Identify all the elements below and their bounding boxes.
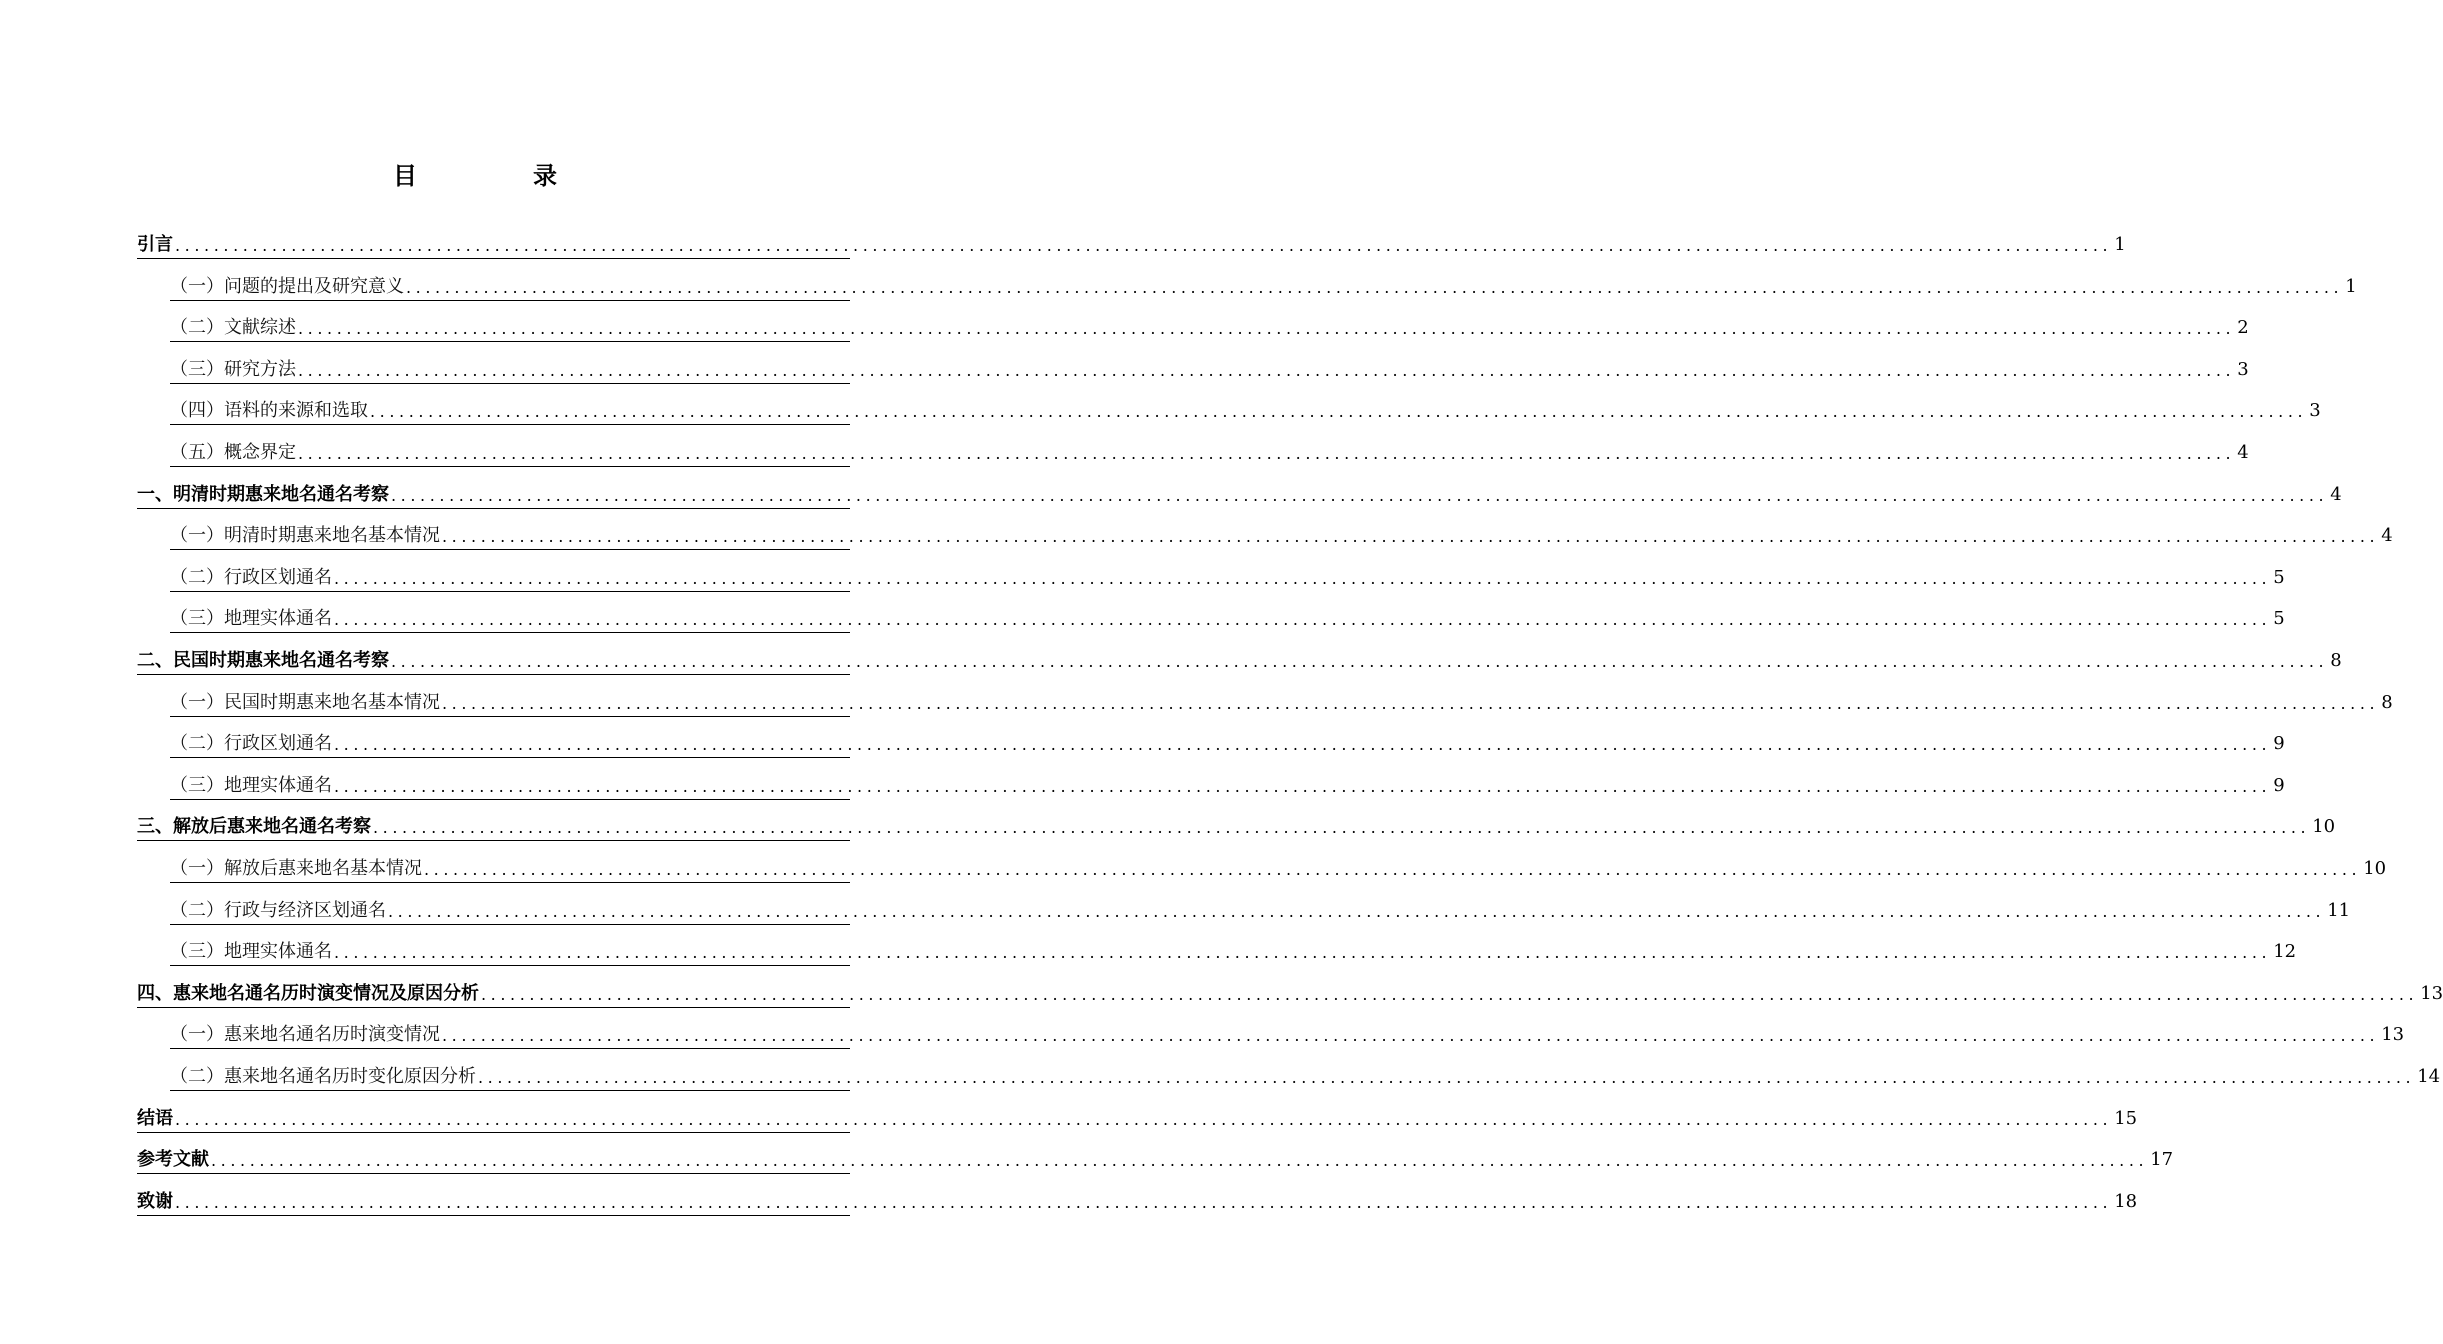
toc-page-number: 10 (2363, 858, 2387, 879)
toc-entry-label: （三）地理实体通名 (170, 608, 332, 630)
toc-entry-label: （二）惠来地名通名历时变化原因分析 (170, 1066, 476, 1087)
toc-dot-leader: ........................................................................................................................................................................................................ (391, 485, 2329, 505)
toc-page-number: 17 (2150, 1149, 2174, 1171)
toc-chapter-entry[interactable] (137, 808, 2336, 841)
toc-page-number: 13 (2420, 982, 2443, 1004)
toc-section-entry[interactable] (170, 1058, 2441, 1091)
toc-dot-leader: ........................................................................................................................................................................................................ (334, 568, 2272, 588)
toc-section-entry[interactable] (170, 559, 2285, 592)
toc-entry-label: （二）文献综述 (170, 317, 296, 339)
toc-section-entry[interactable] (170, 850, 2387, 883)
toc-page-number: 8 (2381, 691, 2393, 713)
toc-section-entry[interactable] (170, 684, 2393, 717)
toc-entry-label: （一）惠来地名通名历时演变情况 (170, 1024, 440, 1046)
toc-dot-leader: ........................................................................................................................................................................................................ (298, 444, 2236, 463)
toc-section-entry[interactable] (170, 309, 2249, 342)
toc-section-entry[interactable] (170, 392, 2321, 425)
toc-dot-leader: ........................................................................................................................................................................................................ (175, 236, 2113, 255)
toc-chapter-entry[interactable] (137, 975, 2443, 1008)
toc-page-number: 1 (2114, 234, 2126, 255)
toc-entry-label: 致谢 (137, 1190, 173, 1212)
toc-chapter-entry[interactable] (137, 642, 2342, 675)
toc-dot-leader: ........................................................................................................................................................................................................ (370, 402, 2308, 422)
toc-entry-label: （一）民国时期惠来地名基本情况 (170, 691, 440, 713)
toc-section-entry[interactable] (170, 1016, 2405, 1049)
toc-dot-leader: ........................................................................................................................................................................................................ (373, 818, 2311, 838)
toc-entry-label: （一）问题的提出及研究意义 (170, 275, 404, 297)
toc-page-number: 14 (2417, 1066, 2441, 1087)
toc-page-number: 5 (2273, 608, 2285, 630)
toc-dot-leader: ........................................................................................................................................................................................................ (175, 1109, 2113, 1129)
toc-dot-leader: ........................................................................................................................................................................................................ (442, 693, 2380, 713)
toc-page-number: 5 (2273, 566, 2285, 588)
toc-page-number: 3 (2237, 358, 2249, 380)
toc-title: 目 录 (393, 162, 603, 190)
toc-dot-leader: ........................................................................................................................................................................................................ (175, 1192, 2113, 1212)
toc-page-number: 9 (2273, 733, 2285, 755)
toc-entry-label: （一）解放后惠来地名基本情况 (170, 858, 422, 879)
toc-dot-leader: ........................................................................................................................................................................................................ (391, 652, 2329, 671)
toc-page-number: 13 (2381, 1024, 2405, 1046)
toc-dot-leader: ........................................................................................................................................................................................................ (334, 776, 2272, 796)
toc-section-entry[interactable] (170, 268, 2357, 301)
toc-page-number: 11 (2327, 899, 2351, 921)
toc-page-number: 3 (2309, 400, 2321, 422)
toc-dot-leader: ........................................................................................................................................................................................................ (334, 735, 2272, 755)
toc-dot-leader: ........................................................................................................................................................................................................ (298, 360, 2236, 380)
toc-dot-leader: ........................................................................................................................................................................................................ (442, 527, 2380, 547)
toc-dot-leader: ........................................................................................................................................................................................................ (298, 319, 2236, 339)
toc-chapter-entry[interactable] (137, 1183, 2138, 1216)
toc-page-number: 4 (2330, 483, 2342, 505)
toc-entry-label: （五）概念界定 (170, 442, 296, 463)
toc-page-number: 18 (2114, 1190, 2138, 1212)
toc-entry-label: （二）行政区划通名 (170, 566, 332, 588)
toc-dot-leader: ........................................................................................................................................................................................................ (481, 984, 2419, 1004)
toc-section-entry[interactable] (170, 517, 2393, 550)
toc-entry-label: （三）研究方法 (170, 358, 296, 380)
toc-entry-label: 三、解放后惠来地名通名考察 (137, 816, 371, 838)
toc-page-number: 12 (2273, 941, 2297, 963)
toc-entry-label: （二）行政与经济区划通名 (170, 899, 386, 921)
toc-entry-label: （三）地理实体通名 (170, 941, 332, 963)
toc-dot-leader: ........................................................................................................................................................................................................ (388, 901, 2326, 921)
toc-dot-leader: ........................................................................................................................................................................................................ (442, 1026, 2380, 1046)
toc-section-entry[interactable] (170, 725, 2285, 758)
toc-page-number: 15 (2114, 1107, 2138, 1129)
toc-page-number: 2 (2237, 317, 2249, 339)
toc-section-entry[interactable] (170, 767, 2285, 800)
toc-section-entry[interactable] (170, 892, 2351, 925)
toc-section-entry[interactable] (170, 600, 2285, 633)
toc-entry-label: （一）明清时期惠来地名基本情况 (170, 525, 440, 547)
toc-dot-leader: ........................................................................................................................................................................................................ (478, 1068, 2416, 1087)
toc-dot-leader: ........................................................................................................................................................................................................ (211, 1151, 2149, 1171)
toc-dot-leader: ........................................................................................................................................................................................................ (334, 610, 2272, 630)
toc-entry-label: 引言 (137, 234, 173, 255)
toc-entry-label: 结语 (137, 1107, 173, 1129)
toc-section-entry[interactable] (170, 351, 2249, 384)
toc-entry-label: 一、明清时期惠来地名通名考察 (137, 483, 389, 505)
toc-page-number: 4 (2237, 442, 2249, 463)
toc-entry-label: （四）语料的来源和选取 (170, 400, 368, 422)
toc-page-number: 8 (2330, 650, 2342, 671)
toc-entry-label: （二）行政区划通名 (170, 733, 332, 755)
toc-entry-label: 参考文献 (137, 1149, 209, 1171)
toc-dot-leader: ........................................................................................................................................................................................................ (424, 860, 2362, 879)
toc-page-number: 10 (2312, 816, 2336, 838)
toc-page-number: 1 (2345, 275, 2357, 297)
toc-entry-label: 四、惠来地名通名历时演变情况及原因分析 (137, 982, 479, 1004)
toc-chapter-entry[interactable] (137, 226, 2126, 259)
toc-section-entry[interactable] (170, 434, 2249, 467)
toc-page-number: 9 (2273, 774, 2285, 796)
toc-chapter-entry[interactable] (137, 1100, 2138, 1133)
toc-chapter-entry[interactable] (137, 1141, 2174, 1174)
toc-section-entry[interactable] (170, 933, 2297, 966)
toc-entry-label: （三）地理实体通名 (170, 774, 332, 796)
toc-chapter-entry[interactable] (137, 476, 2342, 509)
toc-entry-label: 二、民国时期惠来地名通名考察 (137, 650, 389, 671)
toc-dot-leader: ........................................................................................................................................................................................................ (406, 277, 2344, 297)
toc-dot-leader: ........................................................................................................................................................................................................ (334, 943, 2272, 963)
toc-page-number: 4 (2381, 525, 2393, 547)
